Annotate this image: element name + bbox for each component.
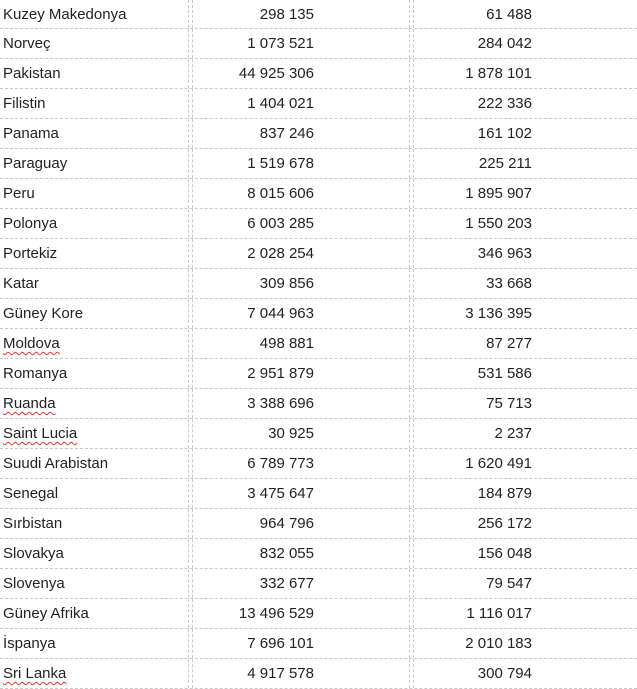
country-name: Slovakya xyxy=(3,545,64,562)
value-cell: 346 963 xyxy=(413,239,637,268)
country-name: Moldova xyxy=(3,335,60,352)
value-cell: 33 668 xyxy=(413,269,637,298)
value-cell: 222 336 xyxy=(413,89,637,118)
country-name-cell xyxy=(0,599,189,628)
value-cell: 1 895 907 xyxy=(413,179,637,208)
population-cell: 30 925 xyxy=(192,419,410,448)
country-name-cell xyxy=(0,59,189,88)
country-name: Güney Kore xyxy=(3,305,84,322)
population-cell: 1 519 678 xyxy=(192,149,410,178)
table-row xyxy=(0,179,637,209)
country-name: Güney Afrika xyxy=(3,605,89,622)
value-cell: 184 879 xyxy=(413,479,637,508)
country-name-cell xyxy=(0,539,189,568)
country-name-cell xyxy=(0,269,189,298)
value-cell: 61 488 xyxy=(413,0,637,28)
country-name-cell xyxy=(0,419,189,448)
country-name-cell xyxy=(0,389,189,418)
table-row xyxy=(0,509,637,539)
table-row xyxy=(0,359,637,389)
population-cell: 7 044 963 xyxy=(192,299,410,328)
population-cell: 4 917 578 xyxy=(192,659,410,688)
table-row xyxy=(0,239,637,269)
table-row xyxy=(0,419,637,449)
population-cell: 832 055 xyxy=(192,539,410,568)
population-cell: 13 496 529 xyxy=(192,599,410,628)
table-row xyxy=(0,119,637,149)
table-row xyxy=(0,29,637,59)
country-name-cell xyxy=(0,329,189,358)
country-name: Katar xyxy=(3,275,39,292)
table-row xyxy=(0,569,637,599)
table-row xyxy=(0,539,637,569)
country-name-cell xyxy=(0,179,189,208)
country-name-cell xyxy=(0,509,189,538)
population-cell: 1 404 021 xyxy=(192,89,410,118)
value-cell: 300 794 xyxy=(413,659,637,688)
country-name: Suudi Arabistan xyxy=(3,455,109,472)
table-row xyxy=(0,389,637,419)
country-name-cell xyxy=(0,209,189,238)
population-cell: 498 881 xyxy=(192,329,410,358)
country-name-cell xyxy=(0,449,189,478)
country-name: Sırbistan xyxy=(3,515,63,532)
country-name-cell xyxy=(0,359,189,388)
value-cell: 2 237 xyxy=(413,419,637,448)
country-name-cell xyxy=(0,89,189,118)
table-row xyxy=(0,599,637,629)
population-cell: 3 475 647 xyxy=(192,479,410,508)
country-name: Ruanda xyxy=(3,395,56,412)
population-cell: 2 951 879 xyxy=(192,359,410,388)
country-name: Filistin xyxy=(3,95,46,112)
value-cell: 284 042 xyxy=(413,29,637,58)
country-name: Saint Lucia xyxy=(3,425,78,442)
table-row xyxy=(0,299,637,329)
country-name-cell xyxy=(0,629,189,658)
table-row xyxy=(0,0,637,29)
country-name: Senegal xyxy=(3,485,59,502)
population-cell: 44 925 306 xyxy=(192,59,410,88)
value-cell: 87 277 xyxy=(413,329,637,358)
population-cell: 7 696 101 xyxy=(192,629,410,658)
table-row xyxy=(0,329,637,359)
country-name-cell xyxy=(0,29,189,58)
country-name-cell xyxy=(0,569,189,598)
country-name-cell xyxy=(0,119,189,148)
country-name: Paraguay xyxy=(3,155,68,172)
country-name-cell xyxy=(0,149,189,178)
country-name: İspanya xyxy=(3,635,56,652)
table-row xyxy=(0,629,637,659)
country-name-cell xyxy=(0,299,189,328)
population-cell: 8 015 606 xyxy=(192,179,410,208)
value-cell: 531 586 xyxy=(413,359,637,388)
population-cell: 3 388 696 xyxy=(192,389,410,418)
country-name: Peru xyxy=(3,185,35,202)
table-row xyxy=(0,659,637,689)
table-row xyxy=(0,59,637,89)
value-cell: 79 547 xyxy=(413,569,637,598)
population-cell: 964 796 xyxy=(192,509,410,538)
population-cell: 298 135 xyxy=(192,0,410,28)
value-cell: 161 102 xyxy=(413,119,637,148)
value-cell: 1 620 491 xyxy=(413,449,637,478)
value-cell: 2 010 183 xyxy=(413,629,637,658)
value-cell: 1 550 203 xyxy=(413,209,637,238)
population-cell: 2 028 254 xyxy=(192,239,410,268)
table-row xyxy=(0,449,637,479)
country-name: Slovenya xyxy=(3,575,65,592)
population-cell: 837 246 xyxy=(192,119,410,148)
population-cell: 1 073 521 xyxy=(192,29,410,58)
country-name: Panama xyxy=(3,125,59,142)
table-row xyxy=(0,479,637,509)
country-name: Portekiz xyxy=(3,245,58,262)
population-cell: 6 789 773 xyxy=(192,449,410,478)
value-cell: 1 878 101 xyxy=(413,59,637,88)
table-row xyxy=(0,269,637,299)
population-cell: 309 856 xyxy=(192,269,410,298)
value-cell: 156 048 xyxy=(413,539,637,568)
country-name-cell xyxy=(0,0,189,28)
population-cell: 332 677 xyxy=(192,569,410,598)
country-name: Norveç xyxy=(3,35,51,52)
country-name-cell xyxy=(0,479,189,508)
table-row xyxy=(0,149,637,179)
country-name: Pakistan xyxy=(3,65,61,82)
population-cell: 6 003 285 xyxy=(192,209,410,238)
value-cell: 75 713 xyxy=(413,389,637,418)
value-cell: 256 172 xyxy=(413,509,637,538)
country-name: Romanya xyxy=(3,365,68,382)
table-row xyxy=(0,89,637,119)
country-name-cell xyxy=(0,239,189,268)
country-name: Kuzey Makedonya xyxy=(3,6,127,23)
country-name: Polonya xyxy=(3,215,58,232)
table-row xyxy=(0,209,637,239)
value-cell: 1 116 017 xyxy=(413,599,637,628)
country-name: Sri Lanka xyxy=(3,665,67,682)
country-name-cell xyxy=(0,659,189,688)
value-cell: 225 211 xyxy=(413,149,637,178)
value-cell: 3 136 395 xyxy=(413,299,637,328)
